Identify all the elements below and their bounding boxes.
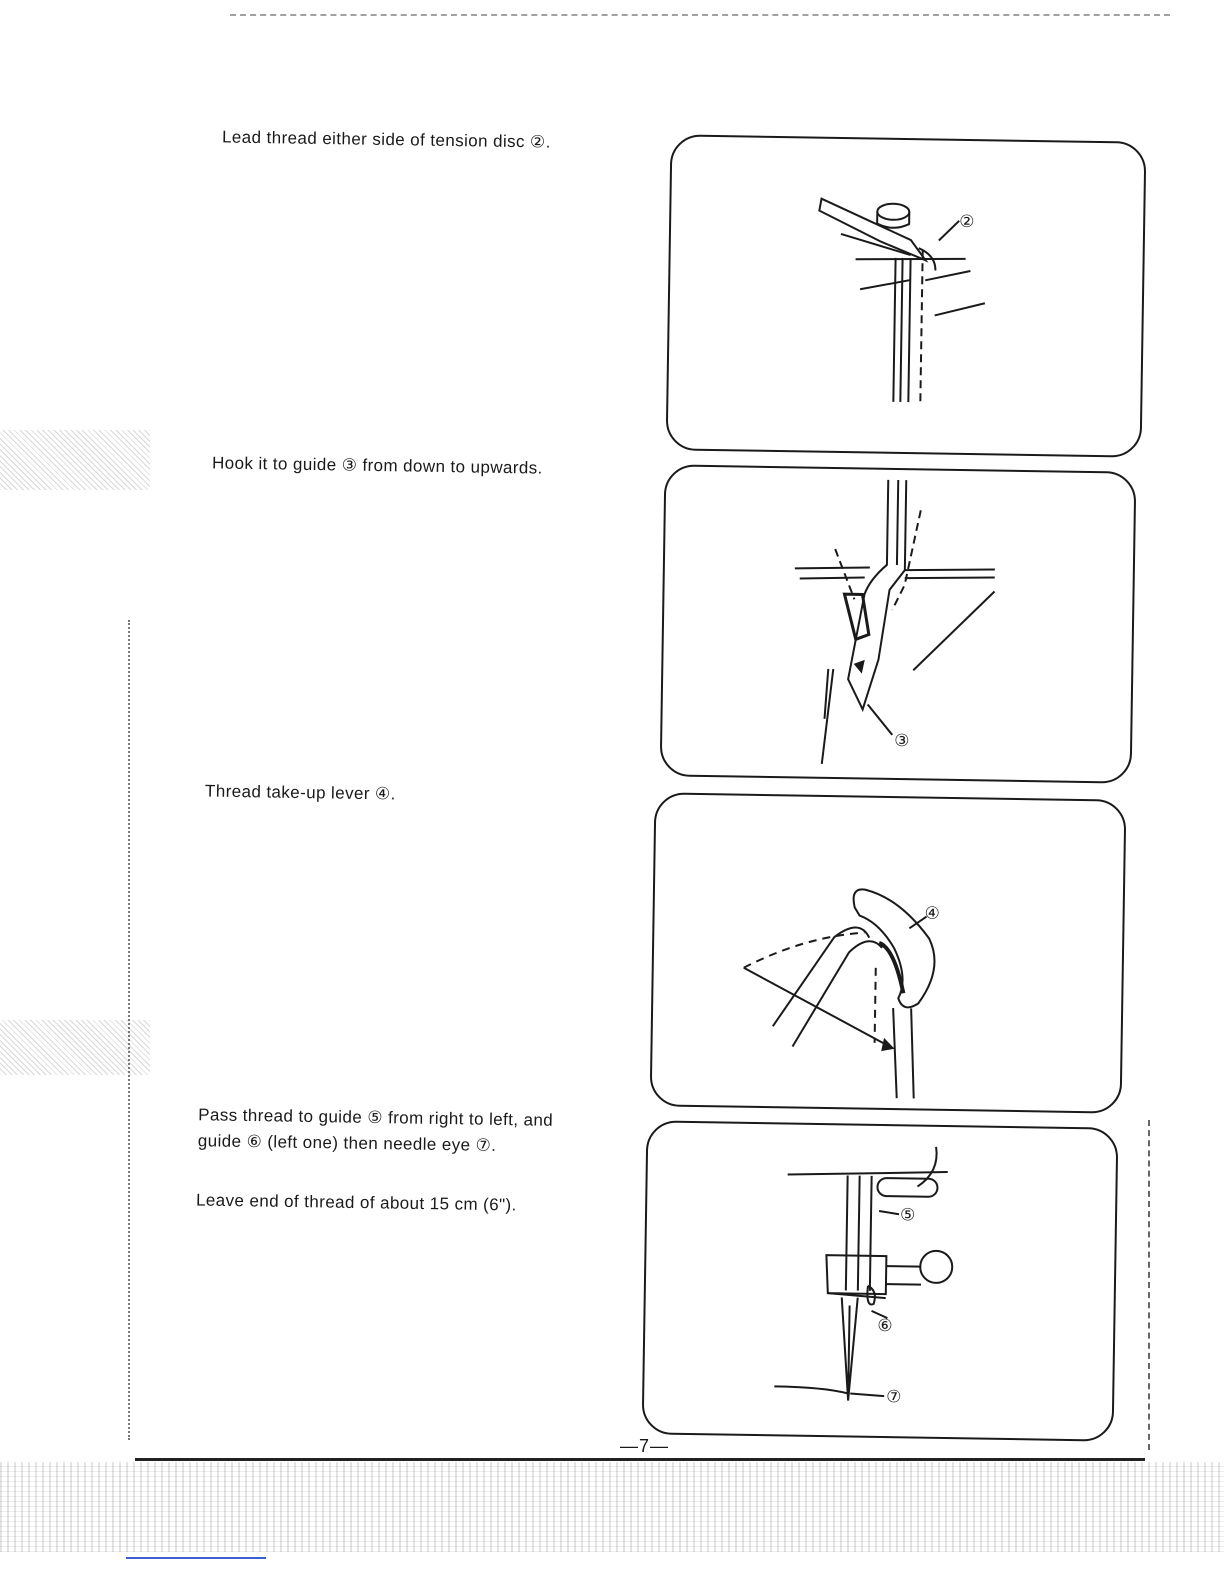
page-number: —7— bbox=[620, 1436, 670, 1456]
bottom-rule bbox=[135, 1458, 1145, 1461]
scan-artifact bbox=[1148, 1120, 1153, 1450]
take-up-lever-illustration bbox=[652, 794, 1125, 1111]
figure-take-up-lever bbox=[650, 792, 1127, 1113]
scan-artifact bbox=[128, 620, 133, 1440]
instruction-take-up-lever: Thread take-up lever ④. bbox=[204, 781, 396, 804]
scan-artifact bbox=[0, 1462, 1224, 1552]
instruction-guide-3: Hook it to guide ③ from down to upwards. bbox=[211, 453, 543, 478]
needle-threading-illustration bbox=[644, 1122, 1117, 1439]
instruction-leave-end: Leave end of thread of about 15 cm (6"). bbox=[195, 1190, 517, 1215]
callout-2: ② bbox=[959, 211, 975, 232]
guide-3-illustration bbox=[662, 466, 1135, 781]
callout-4: ④ bbox=[924, 903, 941, 923]
tension-disc-illustration bbox=[668, 136, 1145, 455]
scan-artifact bbox=[126, 1557, 266, 1559]
callout-6: ⑥ bbox=[877, 1315, 893, 1336]
top-scan-rule bbox=[230, 14, 1170, 20]
scan-artifact bbox=[0, 430, 150, 490]
instruction-tension-disc: Lead thread either side of tension disc ②. bbox=[221, 127, 551, 152]
figure-tension-disc bbox=[666, 134, 1147, 457]
callout-5: ⑤ bbox=[899, 1205, 916, 1225]
instruction-guides-needle: Pass thread to guide ⑤ from right to left, and guide ⑥ (left one) then needle eye ⑦. bbox=[197, 1105, 554, 1155]
callout-7: ⑦ bbox=[886, 1387, 902, 1407]
callout-3: ③ bbox=[894, 730, 910, 751]
figure-guide-3 bbox=[660, 464, 1137, 783]
figure-needle-threading bbox=[642, 1120, 1119, 1441]
